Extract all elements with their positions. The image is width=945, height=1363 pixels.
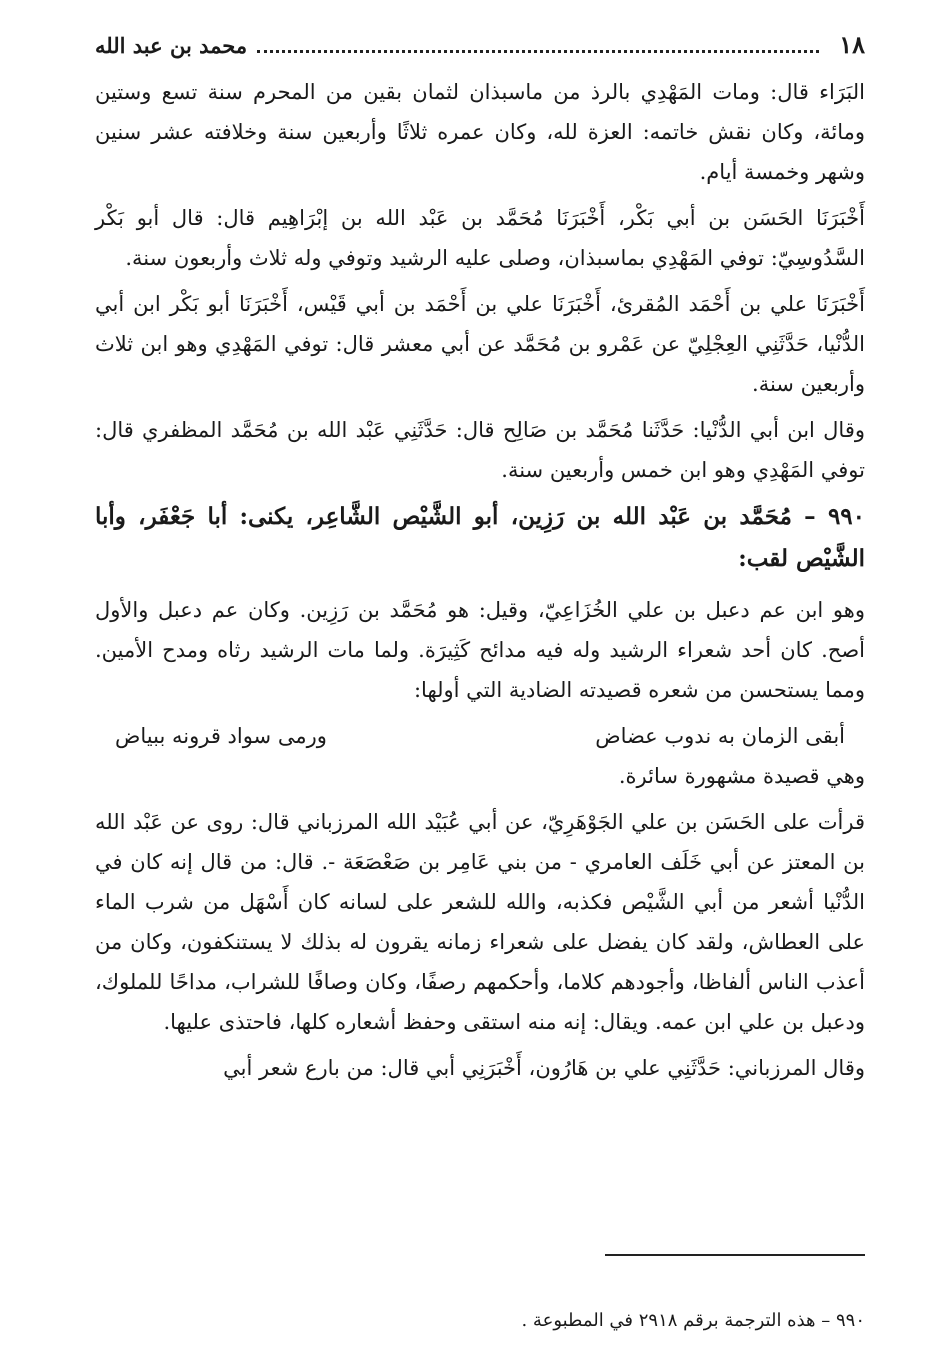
footnote: ٩٩٠ – هذه الترجمة برقم ٢٩١٨ في المطبوعة . — [521, 1310, 865, 1331]
verse-second-hemistich: ورمى سواد قرونه ببياض — [115, 724, 327, 748]
entry-heading: ٩٩٠ – مُحَمَّد بن عَبْد الله بن رَزِين، أبو الشَّيْص الشَّاعِر، يكنى: أبا جَعْفَر، وأبا الشَّيْص لقب: — [95, 503, 865, 572]
footnote-rule — [605, 1254, 865, 1256]
running-title: محمد بن عبد الله — [95, 33, 248, 58]
book-page — [95, 28, 865, 1338]
header-dot-leader — [257, 50, 819, 53]
verse-first-hemistich: أبقى الزمان به ندوب عضاض — [595, 724, 845, 748]
paragraph: وهو ابن عم دعبل بن علي الخُزَاعِيّ، وقيل: هو مُحَمَّد بن رَزِين. وكان عم دعبل والأول أصح. كان أحد شعراء الرشيد وله فيه مدائح كَثِيرَة. ولما مات الرشيد رثاه ومدح الأمين. ومما يستحسن من شعره قصيدته الضادية التي أولها: — [95, 598, 865, 702]
poem-verse — [115, 716, 845, 756]
page-header — [95, 28, 865, 64]
page-number: ١٨ — [839, 30, 865, 59]
paragraph: قرأت على الحَسَن بن علي الجَوْهَرِيّ، عن أبي عُبَيْد الله المرزباني قال: روى عن عَبْد الله بن المعتز عن أبي خَلَف العامري - من بني عَامِر بن صَعْصَعَة -. قال: من قال إنه كان في الدُّنْيا أشعر من أبي الشَّيْص فكذبه، والله للشعر على لسانه كان أَسْهَل من شرب الماء على العطاش، ولقد كان يفضل على شعراء زمانه يقرون له بذلك لا يستنكفون، وكان من أعذب الناس ألفاظا، وأجودهم كلاما، وأحكمهم رصفًا، وكان وصافًا للشراب، مداحًا للملوك، ودعبل بن علي ابن عمه. ويقال: إنه منه استقى وحفظ أشعاره كلها، فاحتذى عليها. — [95, 810, 865, 1034]
paragraph: البَرَاء قال: ومات المَهْدِي بالرذ من ماسبذان لثمان بقين من المحرم سنة تسع وستين ومائة، وكان نقش خاتمه: العزة لله، وكان عمره ثلاثًا وأربعين سنة وخلافته عشر سنين وشهر وخمسة أيام. — [95, 80, 865, 184]
paragraph: وقال المرزباني: حَدَّثَنِي علي بن هَارُون، أَخْبَرَنِي أبي قال: من بارع شعر أبي — [223, 1056, 865, 1080]
paragraph: وهي قصيدة مشهورة سائرة. — [618, 764, 865, 788]
body-text — [95, 72, 865, 1088]
paragraph: أَخْبَرَنَا علي بن أَحْمَد المُقرئ، أَخْبَرَنَا علي بن أَحْمَد بن أبي قَيْس، أَخْبَرَنَا أبو بَكْر ابن أبي الدُّنْيا، حَدَّثَنِي العِجْلِيّ عن عَمْرو بن مُحَمَّد عن أبي معشر قال: توفي المَهْدِي وهو ابن ثلاث وأربعين سنة. — [95, 292, 865, 396]
paragraph: أَخْبَرَنَا الحَسَن بن أبي بَكْر، أَخْبَرَنَا مُحَمَّد بن عَبْد الله بن إبْرَاهِيم قال: قال أبو بَكْر السَّدُوسِيّ: توفي المَهْدِي بماسبذان، وصلى عليه الرشيد وتوفي وله ثلاث وأربعون سنة. — [95, 206, 865, 270]
paragraph: وقال ابن أبي الدُّنْيا: حَدَّثَنا مُحَمَّد بن صَالِح قال: حَدَّثَنِي عَبْد الله بن مُحَمَّد المظفري قال: توفي المَهْدِي وهو ابن خمس وأربعين سنة. — [95, 418, 865, 482]
